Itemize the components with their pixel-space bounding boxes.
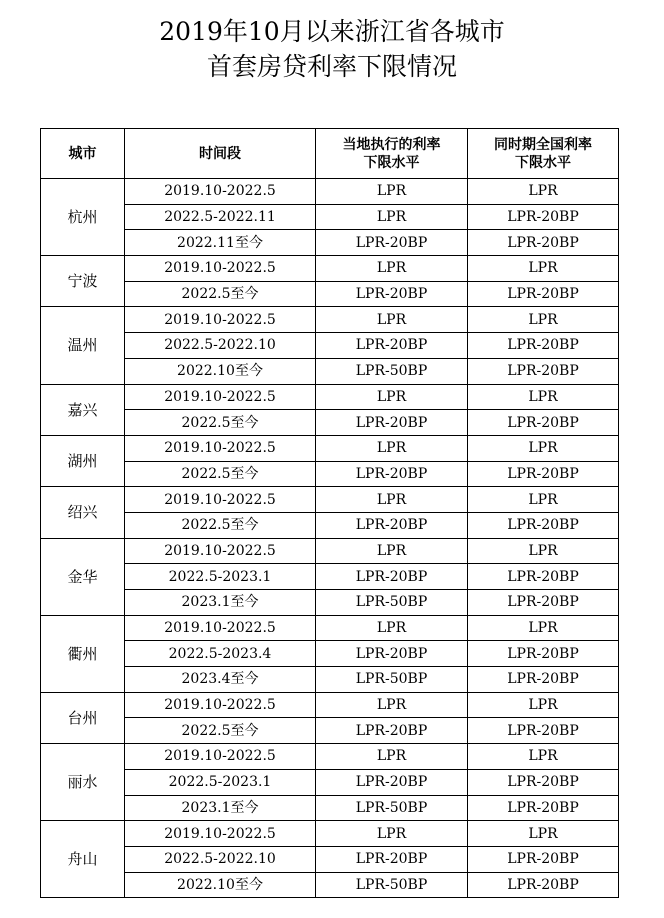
local-rate-cell: LPR (316, 821, 468, 847)
local-rate-cell: LPR-20BP (316, 512, 468, 538)
local-rate-cell: LPR-50BP (316, 667, 468, 693)
national-rate-cell: LPR (468, 692, 619, 718)
table-row (41, 435, 619, 461)
period-cell: 2022.11至今 (125, 230, 316, 256)
table-row (41, 744, 619, 770)
city-cell: 绍兴 (41, 487, 125, 538)
national-rate-cell: LPR-20BP (468, 590, 619, 616)
period-cell: 2022.10至今 (125, 358, 316, 384)
period-cell: 2019.10-2022.5 (125, 692, 316, 718)
table-row (41, 179, 619, 205)
table-body (41, 179, 619, 898)
period-cell: 2019.10-2022.5 (125, 307, 316, 333)
local-rate-cell: LPR-20BP (316, 846, 468, 872)
period-cell: 2022.5-2022.10 (125, 333, 316, 359)
table-row (41, 769, 619, 795)
period-cell: 2022.5至今 (125, 718, 316, 744)
table-row (41, 512, 619, 538)
period-cell: 2019.10-2022.5 (125, 487, 316, 513)
local-rate-cell: LPR (316, 307, 468, 333)
table-row (41, 590, 619, 616)
city-cell: 台州 (41, 692, 125, 743)
local-rate-cell: LPR-50BP (316, 872, 468, 898)
local-rate-cell: LPR-20BP (316, 230, 468, 256)
period-cell: 2019.10-2022.5 (125, 538, 316, 564)
period-cell: 2022.5-2022.11 (125, 204, 316, 230)
table-row (41, 410, 619, 436)
national-rate-cell: LPR (468, 384, 619, 410)
period-cell: 2022.5-2022.10 (125, 846, 316, 872)
national-rate-cell: LPR-20BP (468, 461, 619, 487)
city-cell: 丽水 (41, 744, 125, 821)
city-cell: 宁波 (41, 256, 125, 307)
table-row (41, 204, 619, 230)
national-rate-cell: LPR (468, 179, 619, 205)
mortgage-rate-table (40, 128, 619, 898)
local-rate-cell: LPR (316, 256, 468, 282)
local-rate-cell: LPR (316, 744, 468, 770)
title-line-1: 2019年10月以来浙江省各城市 (159, 17, 505, 46)
table-row (41, 461, 619, 487)
city-cell: 衢州 (41, 615, 125, 692)
local-rate-cell: LPR-20BP (316, 718, 468, 744)
table-row (41, 641, 619, 667)
national-rate-cell: LPR-20BP (468, 230, 619, 256)
table-row (41, 281, 619, 307)
national-rate-cell: LPR-20BP (468, 281, 619, 307)
national-rate-cell: LPR-20BP (468, 204, 619, 230)
national-rate-cell: LPR (468, 256, 619, 282)
period-cell: 2023.1至今 (125, 795, 316, 821)
period-cell: 2023.4至今 (125, 667, 316, 693)
local-rate-cell: LPR-50BP (316, 358, 468, 384)
national-rate-cell: LPR-20BP (468, 333, 619, 359)
table-header-row (41, 129, 619, 179)
period-cell: 2019.10-2022.5 (125, 615, 316, 641)
table-row (41, 718, 619, 744)
national-rate-cell: LPR-20BP (468, 769, 619, 795)
national-rate-cell: LPR (468, 744, 619, 770)
title-line-2: 首套房贷利率下限情况 (206, 52, 457, 81)
period-cell: 2019.10-2022.5 (125, 435, 316, 461)
local-rate-cell: LPR-50BP (316, 795, 468, 821)
national-rate-cell: LPR-20BP (468, 641, 619, 667)
table-row (41, 538, 619, 564)
period-cell: 2022.5至今 (125, 461, 316, 487)
city-cell: 舟山 (41, 821, 125, 898)
local-rate-cell: LPR (316, 179, 468, 205)
local-rate-cell: LPR-20BP (316, 769, 468, 795)
table-row (41, 487, 619, 513)
header-national-rate-line-1: 同时期全国利率 (494, 136, 592, 153)
city-cell: 温州 (41, 307, 125, 384)
period-cell: 2019.10-2022.5 (125, 821, 316, 847)
national-rate-cell: LPR (468, 821, 619, 847)
city-cell: 湖州 (41, 435, 125, 486)
header-local-rate (316, 129, 468, 179)
local-rate-cell: LPR-20BP (316, 461, 468, 487)
table-row (41, 846, 619, 872)
national-rate-cell: LPR-20BP (468, 872, 619, 898)
national-rate-cell: LPR-20BP (468, 846, 619, 872)
table-row (41, 307, 619, 333)
header-national-rate (468, 129, 619, 179)
table-row (41, 821, 619, 847)
national-rate-cell: LPR-20BP (468, 410, 619, 436)
period-cell: 2022.5-2023.1 (125, 564, 316, 590)
table-row (41, 795, 619, 821)
local-rate-cell: LPR (316, 384, 468, 410)
table-row (41, 615, 619, 641)
table-row (41, 384, 619, 410)
city-cell: 金华 (41, 538, 125, 615)
national-rate-cell: LPR-20BP (468, 667, 619, 693)
period-cell: 2022.5至今 (125, 512, 316, 538)
header-city: 城市 (41, 129, 125, 179)
local-rate-cell: LPR (316, 615, 468, 641)
table-row (41, 692, 619, 718)
city-cell: 嘉兴 (41, 384, 125, 435)
local-rate-cell: LPR-20BP (316, 281, 468, 307)
header-national-rate-line-2: 下限水平 (515, 154, 571, 171)
period-cell: 2019.10-2022.5 (125, 179, 316, 205)
local-rate-cell: LPR (316, 692, 468, 718)
document-title (0, 14, 664, 84)
local-rate-cell: LPR-20BP (316, 641, 468, 667)
local-rate-cell: LPR-20BP (316, 410, 468, 436)
national-rate-cell: LPR-20BP (468, 718, 619, 744)
city-cell: 杭州 (41, 179, 125, 256)
table-row (41, 358, 619, 384)
table-row (41, 667, 619, 693)
local-rate-cell: LPR (316, 487, 468, 513)
national-rate-cell: LPR (468, 538, 619, 564)
period-cell: 2022.10至今 (125, 872, 316, 898)
national-rate-cell: LPR (468, 615, 619, 641)
header-local-rate-line-2: 下限水平 (363, 154, 420, 171)
period-cell: 2019.10-2022.5 (125, 384, 316, 410)
local-rate-cell: LPR-50BP (316, 590, 468, 616)
national-rate-cell: LPR-20BP (468, 512, 619, 538)
table-row (41, 333, 619, 359)
period-cell: 2019.10-2022.5 (125, 744, 316, 770)
national-rate-cell: LPR (468, 487, 619, 513)
table-row (41, 230, 619, 256)
period-cell: 2022.5-2023.4 (125, 641, 316, 667)
national-rate-cell: LPR-20BP (468, 564, 619, 590)
national-rate-cell: LPR (468, 307, 619, 333)
national-rate-cell: LPR (468, 435, 619, 461)
table-row (41, 564, 619, 590)
period-cell: 2022.5至今 (125, 281, 316, 307)
local-rate-cell: LPR (316, 204, 468, 230)
period-cell: 2023.1至今 (125, 590, 316, 616)
local-rate-cell: LPR (316, 435, 468, 461)
local-rate-cell: LPR (316, 538, 468, 564)
national-rate-cell: LPR-20BP (468, 358, 619, 384)
period-cell: 2022.5-2023.1 (125, 769, 316, 795)
national-rate-cell: LPR-20BP (468, 795, 619, 821)
period-cell: 2019.10-2022.5 (125, 256, 316, 282)
local-rate-cell: LPR-20BP (316, 564, 468, 590)
table-row (41, 872, 619, 898)
local-rate-cell: LPR-20BP (316, 333, 468, 359)
header-period: 时间段 (125, 129, 316, 179)
table-row (41, 256, 619, 282)
header-local-rate-line-1: 当地执行的利率 (342, 136, 441, 153)
period-cell: 2022.5至今 (125, 410, 316, 436)
